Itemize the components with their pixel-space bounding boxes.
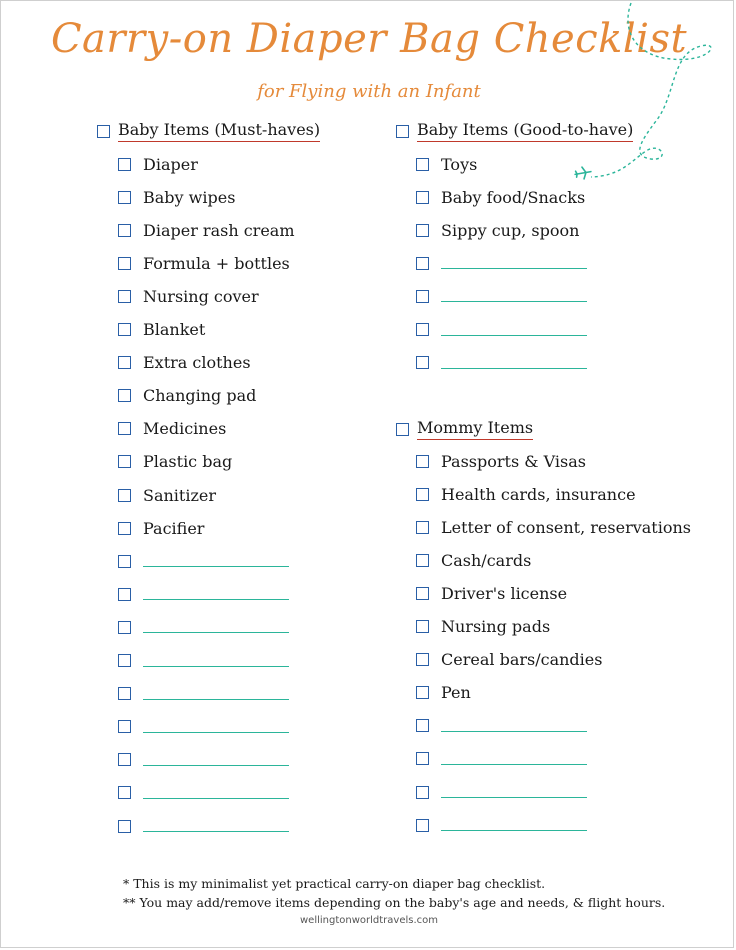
- write-in-line[interactable]: [143, 688, 289, 700]
- checklist-item: [118, 218, 295, 242]
- item-checkbox[interactable]: [118, 389, 131, 402]
- checklist-item: [416, 615, 550, 639]
- checklist-item: [416, 152, 477, 176]
- section-heading: Mommy Items: [417, 418, 533, 440]
- write-in-line[interactable]: [441, 257, 587, 269]
- checklist-item: [416, 482, 636, 506]
- blank-checklist-item: [416, 251, 587, 275]
- footnotes: [123, 874, 665, 912]
- page-title: Carry-on Diaper Bag Checklist: [50, 16, 688, 62]
- item-checkbox[interactable]: [118, 290, 131, 303]
- item-checkbox[interactable]: [416, 455, 429, 468]
- item-checkbox[interactable]: [416, 257, 429, 270]
- item-label: Sanitizer: [143, 485, 217, 505]
- item-checkbox[interactable]: [118, 455, 131, 468]
- write-in-line[interactable]: [441, 819, 587, 831]
- checklist-item: [118, 450, 232, 474]
- item-label: Formula + bottles: [143, 253, 290, 273]
- section-baby-must-haves: [97, 118, 320, 144]
- source-url: wellingtonworldtravels.com: [299, 915, 439, 926]
- checklist-item: [118, 351, 251, 375]
- write-in-line[interactable]: [143, 588, 289, 600]
- item-label: Letter of consent, reservations: [441, 517, 691, 537]
- blank-checklist-item: [118, 814, 289, 838]
- item-checkbox[interactable]: [118, 621, 131, 634]
- footnote-1: * This is my minimalist yet practical carry-on diaper bag checklist.: [123, 876, 546, 891]
- checklist-item: [416, 581, 567, 605]
- checklist-item: [416, 681, 471, 705]
- footnote-2: ** You may add/remove items depending on the baby's age and needs, & flight hours.: [123, 895, 666, 910]
- checklist-item: [118, 152, 198, 176]
- item-label: Nursing pads: [441, 617, 551, 636]
- item-checkbox[interactable]: [416, 488, 429, 501]
- checklist-item: [118, 185, 235, 209]
- checklist-item: [118, 251, 290, 275]
- item-checkbox[interactable]: [416, 752, 429, 765]
- checklist-item: [118, 384, 256, 408]
- item-label: Diaper rash cream: [143, 220, 295, 240]
- item-label: Blanket: [143, 320, 206, 339]
- item-checkbox[interactable]: [118, 323, 131, 336]
- write-in-line[interactable]: [441, 753, 587, 765]
- blank-checklist-item: [118, 682, 289, 706]
- airplane-icon: [574, 166, 592, 181]
- item-checkbox[interactable]: [416, 686, 429, 699]
- item-checkbox[interactable]: [118, 522, 131, 535]
- item-checkbox[interactable]: [416, 191, 429, 204]
- blank-checklist-item: [118, 748, 289, 772]
- item-checkbox[interactable]: [416, 786, 429, 799]
- section-baby-good-to-have: [396, 118, 633, 144]
- checklist-item: [118, 417, 226, 441]
- write-in-line[interactable]: [441, 720, 587, 732]
- item-checkbox[interactable]: [118, 820, 131, 833]
- item-checkbox[interactable]: [118, 720, 131, 733]
- item-checkbox[interactable]: [118, 687, 131, 700]
- item-checkbox[interactable]: [416, 224, 429, 237]
- blank-checklist-item: [118, 615, 289, 639]
- item-label: Pacifier: [143, 518, 205, 538]
- write-in-line[interactable]: [143, 655, 289, 667]
- item-checkbox[interactable]: [118, 786, 131, 799]
- item-label: Diaper: [143, 154, 198, 174]
- checklist-item: [416, 515, 691, 539]
- blank-checklist-item: [416, 813, 587, 837]
- blank-checklist-item: [416, 714, 587, 738]
- write-in-line[interactable]: [441, 357, 587, 369]
- section-heading: Baby Items (Good-to-have): [417, 120, 633, 142]
- item-checkbox[interactable]: [118, 224, 131, 237]
- item-checkbox[interactable]: [416, 521, 429, 534]
- write-in-line[interactable]: [441, 324, 587, 336]
- section-checkbox[interactable]: [396, 125, 409, 138]
- blank-checklist-item: [416, 284, 587, 308]
- checklist-item: [118, 284, 259, 308]
- page-subtitle: for Flying with an Infant: [257, 81, 481, 102]
- item-label: Changing pad: [143, 386, 257, 406]
- section-mommy-items: [396, 416, 533, 442]
- section-checkbox[interactable]: [396, 423, 409, 436]
- item-checkbox[interactable]: [118, 257, 131, 270]
- section-checkbox[interactable]: [97, 125, 110, 138]
- item-checkbox[interactable]: [118, 489, 131, 502]
- blank-checklist-item: [416, 351, 587, 375]
- item-checkbox[interactable]: [118, 555, 131, 568]
- blank-checklist-item: [118, 781, 289, 805]
- checklist-item: [416, 648, 602, 672]
- blank-checklist-item: [118, 582, 289, 606]
- item-label: Plastic bag: [143, 452, 233, 472]
- write-in-line[interactable]: [143, 787, 289, 799]
- item-label: Baby wipes: [143, 187, 236, 207]
- item-checkbox[interactable]: [118, 191, 131, 204]
- checklist-item: [416, 185, 585, 209]
- write-in-line[interactable]: [143, 820, 289, 832]
- item-label: Extra clothes: [143, 353, 251, 373]
- item-checkbox[interactable]: [416, 587, 429, 600]
- item-checkbox[interactable]: [118, 422, 131, 435]
- item-checkbox[interactable]: [416, 323, 429, 336]
- checklist-item: [118, 318, 205, 342]
- item-label: Medicines: [143, 419, 227, 439]
- section-heading: Baby Items (Must-haves): [118, 120, 320, 142]
- item-checkbox[interactable]: [416, 719, 429, 732]
- blank-checklist-item: [118, 549, 289, 573]
- write-in-line[interactable]: [143, 721, 289, 733]
- write-in-line[interactable]: [143, 621, 289, 633]
- item-checkbox[interactable]: [118, 356, 131, 369]
- item-checkbox[interactable]: [118, 588, 131, 601]
- checklist-item: [118, 483, 216, 507]
- item-label: Passports & Visas: [441, 451, 586, 471]
- item-label: Health cards, insurance: [441, 484, 636, 504]
- checklist-item: [416, 449, 586, 473]
- write-in-line[interactable]: [441, 786, 587, 798]
- item-label: Toys: [441, 154, 478, 174]
- item-checkbox[interactable]: [416, 819, 429, 832]
- write-in-line[interactable]: [143, 555, 289, 567]
- item-label: Nursing cover: [143, 286, 259, 306]
- item-checkbox[interactable]: [416, 158, 429, 171]
- write-in-line[interactable]: [143, 754, 289, 766]
- item-label: Baby food/Snacks: [441, 187, 586, 207]
- item-checkbox[interactable]: [416, 653, 429, 666]
- blank-checklist-item: [416, 318, 587, 342]
- item-label: Pen: [441, 683, 471, 703]
- checklist-item: [416, 548, 531, 572]
- item-checkbox[interactable]: [118, 753, 131, 766]
- item-checkbox[interactable]: [416, 290, 429, 303]
- item-checkbox[interactable]: [118, 654, 131, 667]
- item-checkbox[interactable]: [416, 356, 429, 369]
- blank-checklist-item: [118, 649, 289, 673]
- blank-checklist-item: [416, 747, 587, 771]
- item-checkbox[interactable]: [416, 554, 429, 567]
- checklist-item: [118, 516, 204, 540]
- item-checkbox[interactable]: [118, 158, 131, 171]
- item-label: Driver's license: [441, 583, 568, 603]
- item-label: Cereal bars/candies: [441, 650, 603, 670]
- checklist-item: [416, 218, 579, 242]
- item-label: Cash/cards: [441, 550, 532, 570]
- dotted-flight-path: [591, 3, 711, 177]
- item-label: Sippy cup, spoon: [441, 220, 580, 240]
- blank-checklist-item: [416, 780, 587, 804]
- flight-path-decoration: [561, 1, 734, 191]
- blank-checklist-item: [118, 715, 289, 739]
- write-in-line[interactable]: [441, 290, 587, 302]
- item-checkbox[interactable]: [416, 620, 429, 633]
